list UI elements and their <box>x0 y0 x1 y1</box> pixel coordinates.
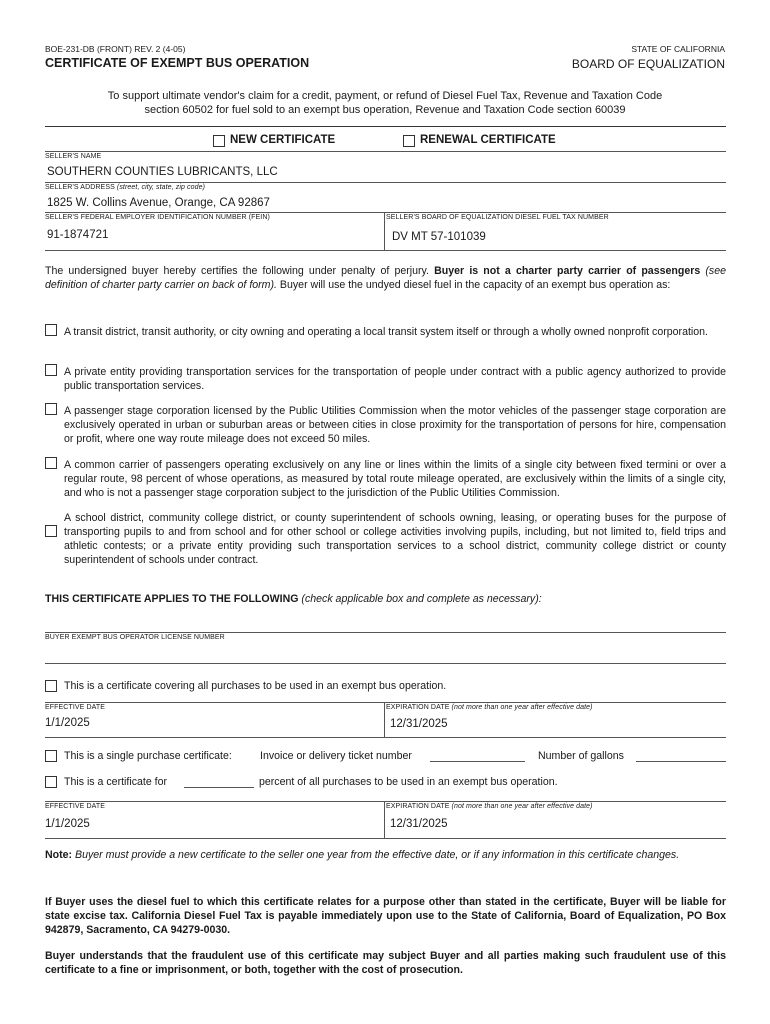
divider <box>45 838 726 839</box>
effective-date-field-1[interactable]: 1/1/2025 <box>45 717 90 729</box>
state-label: STATE OF CALIFORNIA <box>631 44 725 54</box>
intro-text <box>60 89 710 117</box>
effective-date-label-2: EFFECTIVE DATE <box>45 803 105 810</box>
note-text: Buyer must provide a new certificate to the seller one year from the effective date, or if any information in this certificate changes. <box>72 849 680 861</box>
expiration-date-label-1 <box>386 704 593 711</box>
note-label: Note: <box>45 849 73 861</box>
option-transit-district-checkbox[interactable] <box>45 324 57 336</box>
field-separator <box>384 702 385 738</box>
option-private-entity-checkbox[interactable] <box>45 364 57 376</box>
liability-paragraph: If Buyer uses the diesel fuel to which this certificate relates for a purpose other than stated in the certificate, Buyer will be liable for state excise tax. California Diesel Fuel Tax is payable immediately upon use to the State of California, Board of Equalization, PO Box 942879, Sacramento, CA 94279-0030. <box>45 896 726 936</box>
certification-bold: Buyer is not a charter party carrier of passengers <box>434 265 701 277</box>
seller-address-hint: (street, city, state, zip code) <box>116 184 206 191</box>
certification-lead: The undersigned buyer hereby certifies the following under penalty of perjury. <box>45 265 435 277</box>
percent-suffix-text: percent of all purchases to be used in an exempt bus operation. <box>259 776 558 788</box>
new-certificate-checkbox[interactable] <box>213 135 225 147</box>
applies-heading-bold: THIS CERTIFICATE APPLIES TO THE FOLLOWING <box>45 593 299 605</box>
option-private-entity-text: A private entity providing transportation services for the transportation of people under contract with a public agency authorized to provide public transportation services. <box>64 366 726 392</box>
intro-line-2: section 60502 for fuel sold to an exempt bus operation, Revenue and Taxation Code section 60039 <box>144 104 626 116</box>
license-number-field[interactable] <box>45 663 726 664</box>
agency-name: BOARD OF EQUALIZATION <box>571 57 725 71</box>
certification-rest: Buyer will use the undyed diesel fuel in the capacity of an exempt bus operation as: <box>276 279 671 291</box>
option-school-district-text: A school district, community college district, or county superintendent of schools owning, leasing, or operating buses for the purpose of transporting pupils to and from school and for other school or college activities involving pupils, including, but not limited to, field trips and athletic contests; or a private entity providing such transportation services to a school district, community college district or county superintendent of schools under contract. <box>64 512 726 566</box>
invoice-number-field[interactable] <box>430 761 525 762</box>
divider <box>45 212 726 213</box>
invoice-label: Invoice or delivery ticket number <box>260 750 412 762</box>
seller-permit-label: SELLER'S BOARD OF EQUALIZATION DIESEL FUEL TAX NUMBER <box>386 214 609 221</box>
seller-address-field[interactable]: 1825 W. Collins Avenue, Orange, CA 92867 <box>47 197 270 209</box>
gallons-field[interactable] <box>636 761 726 762</box>
applies-heading-italic: (check applicable box and complete as necessary): <box>298 593 542 605</box>
expiration-label-text: EXPIRATION DATE <box>386 803 450 810</box>
seller-fein-label: SELLER'S FEDERAL EMPLOYER IDENTIFICATION NUMBER (FEIN) <box>45 214 270 221</box>
seller-name-field[interactable]: SOUTHERN COUNTIES LUBRICANTS, LLC <box>47 166 278 178</box>
divider <box>45 250 726 251</box>
divider <box>45 182 726 183</box>
option-transit-district-text: A transit district, transit authority, or city owning and operating a local transit system itself or through a wholly owned nonprofit corporation. <box>64 326 708 338</box>
gallons-label: Number of gallons <box>538 750 624 762</box>
all-purchases-checkbox[interactable] <box>45 680 57 692</box>
applies-heading <box>45 593 542 605</box>
seller-name-label: SELLER'S NAME <box>45 153 102 160</box>
divider <box>45 737 726 738</box>
seller-address-label-text: SELLER'S ADDRESS <box>45 184 115 191</box>
field-separator <box>384 212 385 250</box>
percent-certificate-checkbox[interactable] <box>45 776 57 788</box>
percent-field[interactable] <box>184 787 254 788</box>
expiration-hint: (not more than one year after effective date) <box>451 803 593 810</box>
expiration-hint: (not more than one year after effective date) <box>451 704 593 711</box>
field-separator <box>384 801 385 838</box>
renewal-certificate-checkbox[interactable] <box>403 135 415 147</box>
seller-permit-field[interactable]: DV MT 57-101039 <box>392 231 486 243</box>
effective-date-field-2[interactable]: 1/1/2025 <box>45 818 90 830</box>
form-code: BOE-231-DB (FRONT) REV. 2 (4-05) <box>45 44 186 54</box>
option-passenger-stage-text: A passenger stage corporation licensed by the Public Utilities Commission when the motor vehicles of the passenger stage corporation are exclusively operated in urban or suburban areas or between cities in close proximity for the transportation of persons for hire, compensation or profit, where one way route mileage does not exceed 50 miles. <box>64 405 726 445</box>
fraud-paragraph: Buyer understands that the fraudulent use of this certificate may subject Buyer and all parties making such fraudulent use of this certificate to a fine or imprisonment, or both, together with the cost of prosecution. <box>45 950 726 976</box>
divider <box>45 702 726 703</box>
divider <box>45 801 726 802</box>
single-purchase-text: This is a single purchase certificate: <box>64 750 232 762</box>
form-title: CERTIFICATE OF EXEMPT BUS OPERATION <box>45 56 310 70</box>
expiration-date-label-2 <box>386 803 593 810</box>
option-common-carrier-text: A common carrier of passengers operating exclusively on any line or lines within the limits of a single city between fixed termini or over a regular route, 98 percent of whose operations, as measured by total route mileage operated, are exclusively within the limits of a single city, and who is not a passenger stage corporation subject to the jurisdiction of the Public Utilities Commission. <box>64 459 726 499</box>
effective-date-label-1: EFFECTIVE DATE <box>45 704 105 711</box>
divider <box>45 632 726 633</box>
note-paragraph <box>45 848 726 862</box>
all-purchases-text: This is a certificate covering all purchases to be used in an exempt bus operation. <box>64 680 447 692</box>
single-purchase-checkbox[interactable] <box>45 750 57 762</box>
option-school-district-checkbox[interactable] <box>45 525 57 537</box>
intro-line-1: To support ultimate vendor's claim for a credit, payment, or refund of Diesel Fuel Tax, Revenue and Taxation Code <box>107 90 663 102</box>
renewal-certificate-label: RENEWAL CERTIFICATE <box>420 134 556 146</box>
percent-prefix-text: This is a certificate for <box>64 776 168 788</box>
divider <box>45 151 726 152</box>
option-passenger-stage-checkbox[interactable] <box>45 403 57 415</box>
certification-italic: (see definition of charter party carrier on back of form). <box>45 265 726 291</box>
top-rule <box>45 126 726 127</box>
option-common-carrier-checkbox[interactable] <box>45 457 57 469</box>
expiration-label-text: EXPIRATION DATE <box>386 704 450 711</box>
new-certificate-label: NEW CERTIFICATE <box>230 134 336 146</box>
expiration-date-field-1[interactable]: 12/31/2025 <box>390 718 448 730</box>
certification-statement <box>45 264 726 292</box>
seller-address-label <box>45 184 205 191</box>
seller-fein-field[interactable]: 91-1874721 <box>47 229 109 241</box>
license-number-label: BUYER EXEMPT BUS OPERATOR LICENSE NUMBER <box>45 634 225 641</box>
expiration-date-field-2[interactable]: 12/31/2025 <box>390 818 448 830</box>
